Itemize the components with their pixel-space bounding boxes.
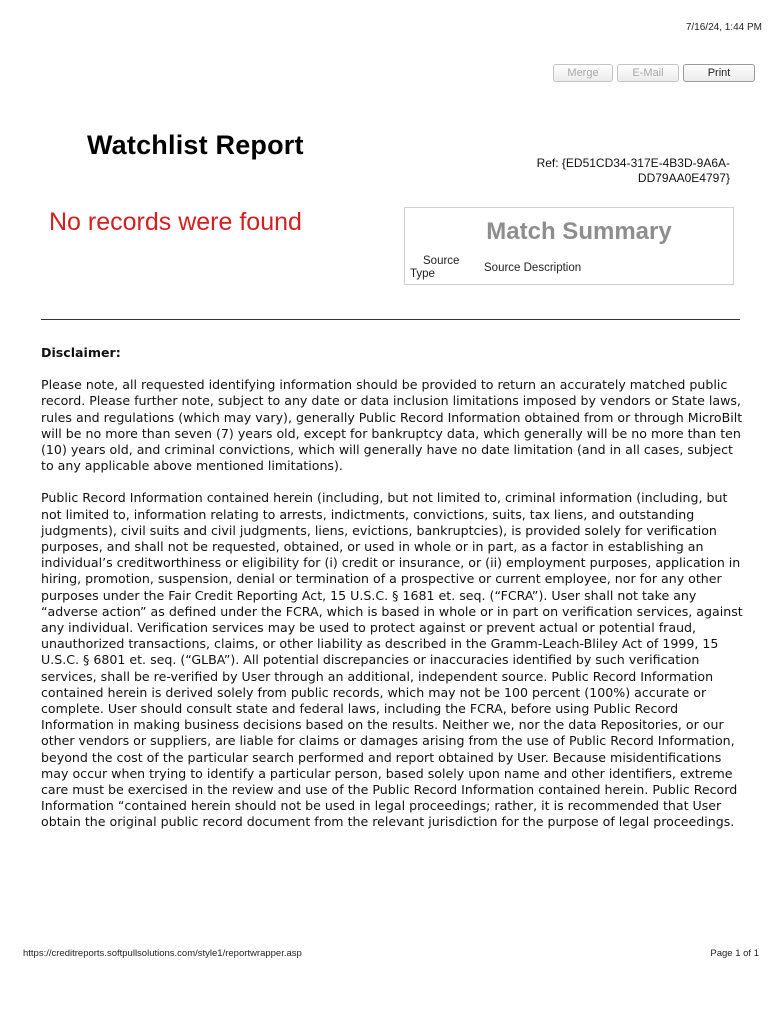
source-description-column-header: Source Description	[484, 262, 582, 274]
disclaimer-paragraph-2: Public Record Information contained herein (including, but not limited to, criminal information (including, but not limited to, information relating to arrests, indictments, convictions, suits, tax liens, and outstanding judgments), civil suits and civil judgments, liens, evictions, bankruptcies), is provided solely for verification purposes, and shall not be requested, obtained, or used in whole or in part, as a factor in establishing an individual’s creditworthiness or eligibility for (i) credit or insurance, or (ii) employment purposes, application in hiring, promotion, suspension, denial or termination of a prospective or current employee, nor for any other purposes under the Fair Credit Reporting Act, 15 U.S.C. § 1681 et. seq. (“FCRA”). User shall not take any “adverse action” as defined under the FCRA, which is based in whole or in part on verification services, against any individual. Verification services may be used to protect against or prevent actual or potential fraud, unauthorized transactions, claims, or other liability as described in the Gramm-Leach-Bliley Act of 1999, 15 U.S.C. § 6801 et. seq. (“GLBA”). All potential discrepancies or inaccuracies identified by such verification services, shall be re-verified by User through an additional, independent source. Public Record Information contained herein is derived solely from public records, which may not be 100 percent (100%) accurate or complete. User should consult state and federal laws, including the FCRA, before using Public Record Information in making business decisions based on the results. Neither we, nor the data Repositories, or our other vendors or suppliers, are liable for claims or damages arising from the use of Public Record Information, beyond the cost of the particular search performed and report obtained by User. Because misidentifications may occur when trying to identify a particular person, based solely upon name and other identifiers, extreme care must be exercised in the review and use of the Public Record Information contained herein. Public Record Information “contained herein should not be used in legal proceedings; rather, it is recommended that User obtain the original public record document from the relevant jurisdiction for the purpose of legal proceedings.	[41, 490, 743, 830]
source-type-column-header	[410, 255, 459, 281]
disclaimer-paragraph-1: Please note, all requested identifying information should be provided to return an accurately matched public record. Please further note, subject to any date or data inclusion limitations imposed by vendors or State laws, rules and regulations (which may vary), generally Public Record Information obtained from or through MicroBilt will be no more than seven (7) years old, except for bankruptcy data, which generally will be no more than ten (10) years old, and criminal convictions, which will generally have no date limitation (and in all cases, subject to any applicable above mentioned limitations).	[41, 377, 743, 474]
print-timestamp: 7/16/24, 1:44 PM	[685, 22, 762, 33]
reference-line-2: DD79AA0E4797}	[637, 171, 730, 185]
report-toolbar	[553, 64, 755, 82]
merge-button[interactable]: Merge	[553, 64, 613, 82]
source-type-header-line-1: Source	[423, 255, 460, 267]
email-button[interactable]: E-Mail	[617, 64, 679, 82]
report-reference	[520, 156, 730, 186]
source-type-header-line-2: Type	[410, 268, 435, 280]
match-summary-title: Match Summary	[486, 218, 672, 245]
report-title: Watchlist Report	[87, 130, 304, 160]
section-divider	[41, 319, 740, 320]
disclaimer-section	[41, 345, 744, 847]
no-records-message: No records were found	[49, 208, 302, 236]
footer-url: https://creditreports.softpullsolutions.com/style1/reportwrapper.asp	[23, 948, 302, 959]
footer-page-number: Page 1 of 1	[710, 948, 759, 959]
print-button[interactable]: Print	[683, 64, 755, 82]
match-summary-panel	[404, 207, 734, 285]
disclaimer-heading: Disclaimer:	[41, 345, 121, 360]
reference-line-1: Ref: {ED51CD34-317E-4B3D-9A6A-	[536, 156, 730, 170]
